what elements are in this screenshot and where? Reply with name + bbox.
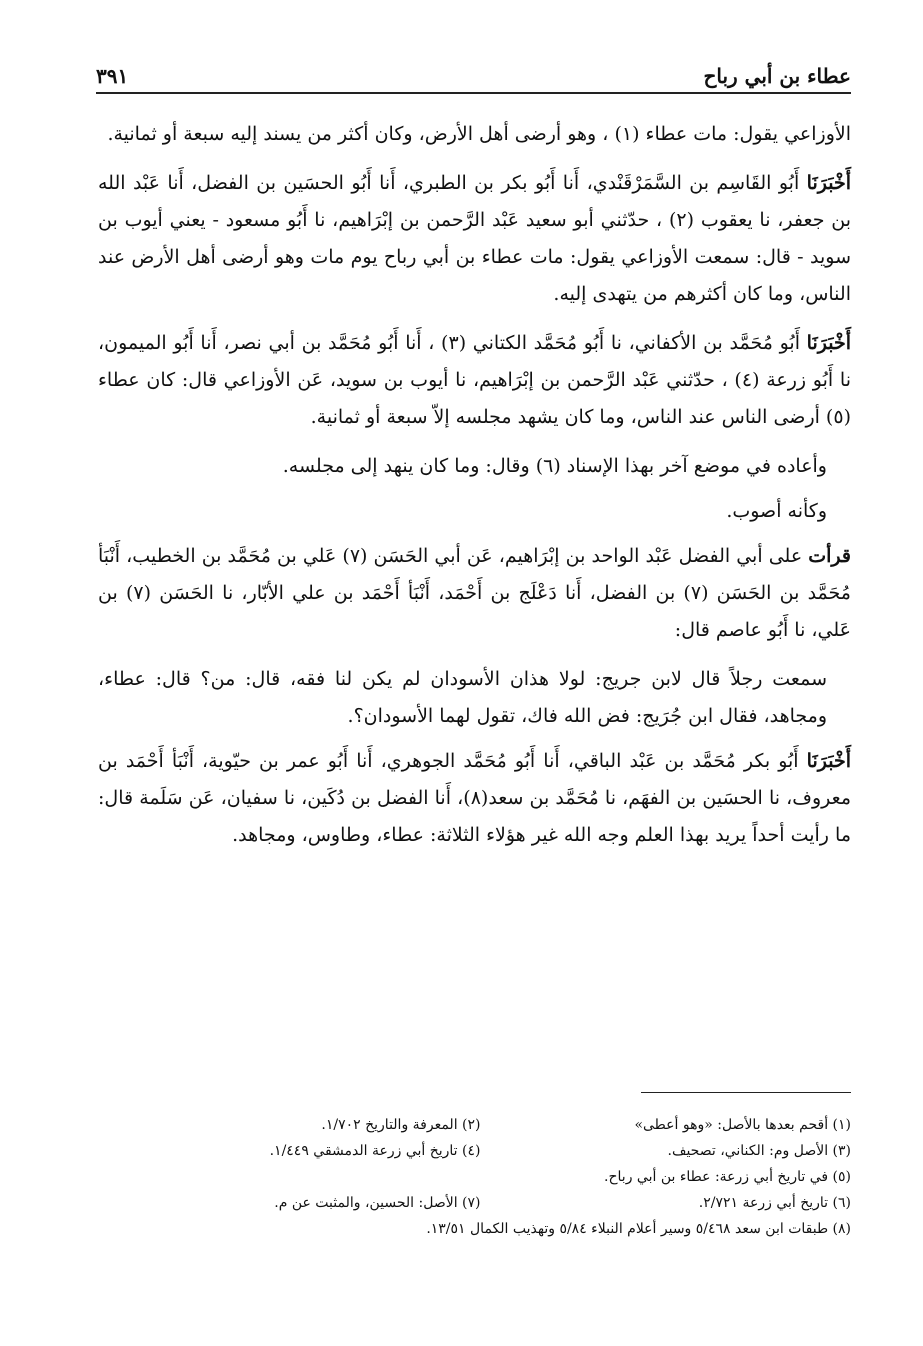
- paragraph-1: [98, 116, 851, 153]
- paragraph-text: أَبُو بكر مُحَمَّد بن عَبْد الباقي، أَنا أَبُو مُحَمَّد الجوهري، أَنا أَبُو عمر بن حيّوية، أَنْبَأ أَحْمَد بن معروف، نا الحسَين بن الفهَم، نا مُحَمَّد بن سعد(٨)، أَنا الفضل بن دُكَين، نا سفيان، عَن سَلَمة قال: ما رأيت أحداً يريد بهذا العلم وجه الله غير هؤلاء الثلاثة: عطاء، وطاوس، ومجاهد.: [98, 750, 851, 846]
- page-number: ٣٩١: [96, 64, 129, 88]
- paragraph-lead: قرأت: [808, 545, 851, 567]
- footnotes: [110, 1112, 851, 1242]
- footnote-row: [110, 1190, 851, 1216]
- paragraph-lead: أَخْبَرَنَا: [806, 172, 851, 194]
- footnote: (٤) تاريخ أبي زرعة الدمشقي ١/٤٤٩.: [269, 1143, 481, 1159]
- footnote-divider: [641, 1092, 851, 1093]
- main-text: [98, 116, 851, 866]
- footnote: (٨) طبقات ابن سعد ٥/٤٦٨ وسير أعلام النبلاء ٥/٨٤ وتهذيب الكمال ١٣/٥١.: [426, 1221, 851, 1237]
- footnote-row: [110, 1112, 851, 1138]
- footnote-row: [110, 1138, 851, 1164]
- paragraph-2: [98, 165, 851, 313]
- paragraph-text: وأعاده في موضع آخر بهذا الإسناد (٦) وقال: وما كان ينهد إلى مجلسه.: [282, 455, 827, 477]
- paragraph-4: [98, 448, 851, 485]
- paragraph-lead: أَخْبَرَنَا: [806, 750, 851, 772]
- paragraph-text: وكأنه أصوب.: [726, 500, 827, 522]
- running-header: [96, 58, 851, 94]
- paragraph-8: [98, 743, 851, 854]
- paragraph-text: أَبُو القَاسِم بن السَّمَرْقَنْدي، أَنا أَبُو بكر بن الطبري، أَنا أَبُو الحسَين بن الفضل، أَنا عَبْد الله بن جعفر، نا يعقوب (٢) ، حدّثني أبو سعيد عَبْد الرَّحمن بن إبْرَاهيم، نا أَبُو مسعود - يعني أيوب بن سويد - قال: سمعت الأوزاعي يقول: مات عطاء بن أبي رباح يوم مات وهو أرضى أهل الأرض عند الناس، وما كان أكثرهم من يتهدى إليه.: [98, 172, 852, 305]
- paragraph-7: [98, 661, 851, 735]
- footnote-row: [110, 1164, 851, 1190]
- paragraph-6: [98, 538, 851, 649]
- paragraph-text: الأوزاعي يقول: مات عطاء (١) ، وهو أرضى أهل الأرض، وكان أكثر من يسند إليه سبعة أو ثمانية.: [107, 123, 851, 145]
- paragraph-3: [98, 325, 851, 436]
- footnote: (٢) المعرفة والتاريخ ١/٧٠٢.: [321, 1117, 481, 1133]
- footnote: (٣) الأصل وم: الكناني، تصحيف.: [667, 1143, 851, 1159]
- paragraph-text: أَبُو مُحَمَّد بن الأكفاني، نا أَبُو مُحَمَّد الكتاني (٣) ، أَنا أَبُو مُحَمَّد بن أبي نصر، أَنا أَبُو الميمون، نا أَبُو زرعة (٤) ، حدّثني عَبْد الرَّحمن بن إبْرَاهيم، نا أيوب بن سويد، عَن الأوزاعي قال: كان عطاء (٥) أرضى الناس عند الناس، وما كان يشهد مجلسه إلاّ سبعة أو ثمانية.: [98, 332, 851, 428]
- paragraph-text: سمعت رجلاً قال لابن جريج: لولا هذان الأسودان لم يكن لنا فقه، قال: من؟ قال: عطاء، ومجاهد، فقال ابن جُرَيج: فض الله فاك، تقول لهما الأسودان؟.: [98, 668, 827, 727]
- header-title: عطاء بن أبي رباح: [703, 64, 851, 88]
- footnote: (١) أقحم بعدها بالأصل: «وهو أعطى»: [634, 1117, 851, 1133]
- paragraph-lead: أَخْبَرَنَا: [806, 332, 851, 354]
- footnote: (٦) تاريخ أبي زرعة ٢/٧٢١.: [698, 1195, 851, 1211]
- footnote: (٧) الأصل: الحسين، والمثبت عن م.: [274, 1195, 481, 1211]
- paragraph-5: [98, 493, 851, 530]
- paragraph-text: على أبي الفضل عَبْد الواحد بن إبْرَاهيم، عَن أبي الحَسَن (٧) عَلي بن مُحَمَّد بن الخطيب، أَنْبَأ مُحَمَّد بن الحَسَن (٧) بن الفضل، أَنا دَعْلَج بن أَحْمَد، أَنْبَأ أَحْمَد بن علي الأبّار، نا الحَسَن (٧) بن عَلي، نا أَبُو عاصم قال:: [98, 545, 851, 641]
- footnote-row: [110, 1216, 851, 1242]
- footnote: (٥) في تاريخ أبي زرعة: عطاء بن أبي رباح.: [604, 1169, 851, 1185]
